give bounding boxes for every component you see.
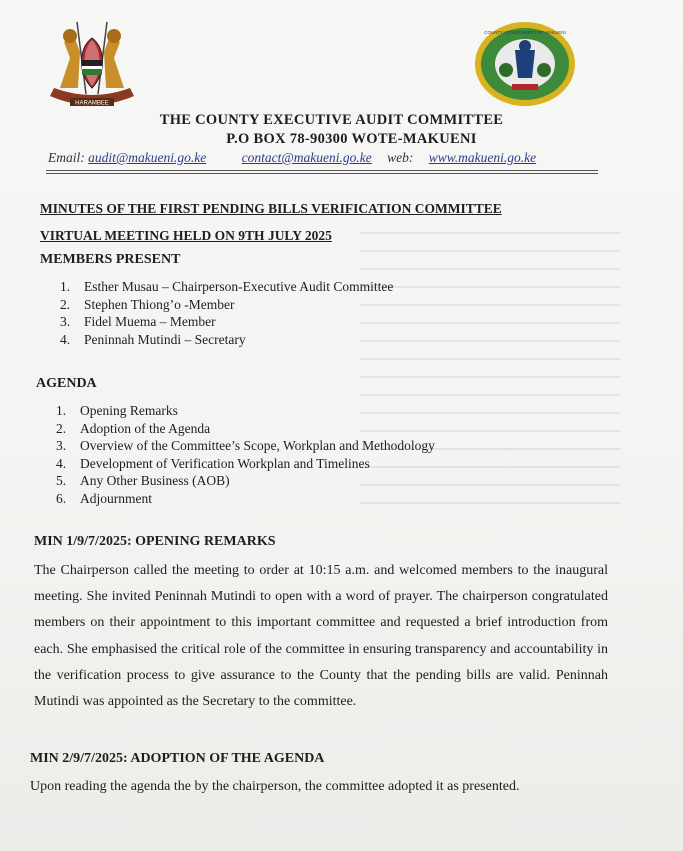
coat-of-arms-logo	[44, 18, 140, 110]
minute-1-heading: MIN 1/9/7/2025: OPENING REMARKS	[34, 534, 276, 549]
document-title-line-2: VIRTUAL MEETING HELD ON 9TH JULY 2025	[40, 228, 332, 243]
minute-1-body: The Chairperson called the meeting to order at 10:15 a.m. and welcomed members to the inaugural meeting. She invited Peninnah Mutindi to open with a word of prayer. The chairperson congratulated members on their appointment to this important committee and requested a brief introduction from each. She emphasised the critical role of the committee in ensuring transparency and accountability in the verification process to give assurance to the County that the pending bills are valid. Peninnah Mutindi was appointed as the Secretary to the committee.	[34, 563, 608, 710]
members-list	[60, 278, 393, 348]
agenda-heading: AGENDA	[36, 376, 97, 391]
list-item: 2. Stephen Thiong’o -Member	[60, 296, 235, 312]
email-contact-link[interactable]: contact@makueni.go.ke	[241, 150, 372, 165]
list-item: 4. Peninnah Mutindi – Secretary	[60, 331, 246, 347]
list-item: 4. Development of Verification Workplan and Timelines	[56, 455, 370, 471]
header-rule-double	[46, 173, 598, 174]
document-title-line-1: MINUTES OF THE FIRST PENDING BILLS VERIFICATION COMMITTEE	[40, 201, 502, 216]
coat-motto-text: HARAMBEE	[75, 100, 109, 107]
list-item: 6. Adjournment	[56, 490, 152, 506]
list-item: 3. Fidel Muema – Member	[60, 314, 216, 329]
members-heading: MEMBERS PRESENT	[40, 252, 181, 267]
seal-text: COUNTY GOVERNMENT OF MAKUENI	[484, 30, 566, 35]
web-label: web:	[387, 150, 414, 165]
minute-2-body: Upon reading the agenda the by the chairperson, the committee adopted it as presented.	[30, 779, 520, 794]
org-address: P.O BOX 78-90300 WOTE-MAKUENI	[226, 131, 477, 147]
list-item: 3. Overview of the Committee’s Scope, Workplan and Methodology	[56, 438, 435, 453]
contact-line	[48, 150, 536, 166]
agenda-list	[56, 402, 435, 507]
email-audit-link[interactable]: audit@makueni.go.ke	[88, 150, 207, 165]
list-item: 1. Esther Musau – Chairperson-Executive Audit Committee	[60, 279, 394, 294]
header-rule	[46, 170, 598, 171]
minute-2-heading: MIN 2/9/7/2025: ADOPTION OF THE AGENDA	[30, 751, 325, 766]
county-seal-logo	[472, 20, 578, 108]
list-item: 1. Opening Remarks	[56, 403, 178, 418]
website-link[interactable]: www.makueni.go.ke	[428, 150, 537, 165]
list-item: 5. Any Other Business (AOB)	[56, 473, 230, 488]
list-item: 2. Adoption of the Agenda	[56, 420, 211, 436]
org-name: THE COUNTY EXECUTIVE AUDIT COMMITTEE	[159, 112, 504, 128]
email-label: Email:	[48, 150, 85, 165]
